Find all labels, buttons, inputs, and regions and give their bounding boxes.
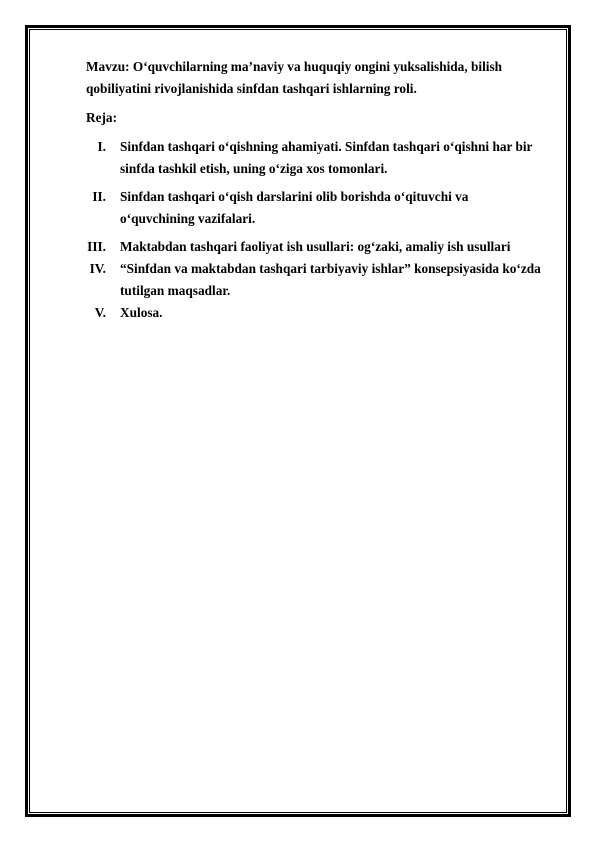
- plan-item-text: Sinfdan tashqari o‘qish darslarini olib borishda o‘qituvchi va o‘quvchining vazifalari.: [120, 189, 469, 226]
- plan-item-number: IV.: [89, 261, 106, 276]
- plan-item: [86, 136, 546, 180]
- plan-item-text: Xulosa.: [120, 305, 163, 320]
- plan-label: Reja:: [86, 110, 118, 125]
- plan-item-number: II.: [92, 189, 106, 204]
- plan-item: [86, 258, 546, 302]
- plan-item-text: Sinfdan tashqari o‘qishning ahamiyati. Sinfdan tashqari o‘qishni har bir sinfda tashkil etish, uning o‘ziga xos tomonlari.: [120, 139, 533, 176]
- plan-item-number: V.: [94, 305, 106, 320]
- document-body: [86, 56, 546, 324]
- plan-item: [86, 236, 546, 258]
- document-topic: Mavzu: O‘quvchilarning ma’naviy va huquqiy ongini yuksalishida, bilish qobiliyatini rivojlanishida sinfdan tashqari ishlarning roli.: [86, 59, 503, 96]
- plan-item-number: III.: [87, 239, 106, 254]
- plan-item-text: “Sinfdan va maktabdan tashqari tarbiyaviy ishlar” konsepsiyasida ko‘zda tutilgan maqsadlar.: [120, 261, 541, 298]
- plan-item: [86, 186, 546, 230]
- plan-item: [86, 302, 546, 324]
- plan-item-text: Maktabdan tashqari faoliyat ish usullari: og‘zaki, amaliy ish usullari: [120, 239, 511, 254]
- plan-list: [86, 136, 546, 324]
- plan-item-number: I.: [97, 139, 106, 154]
